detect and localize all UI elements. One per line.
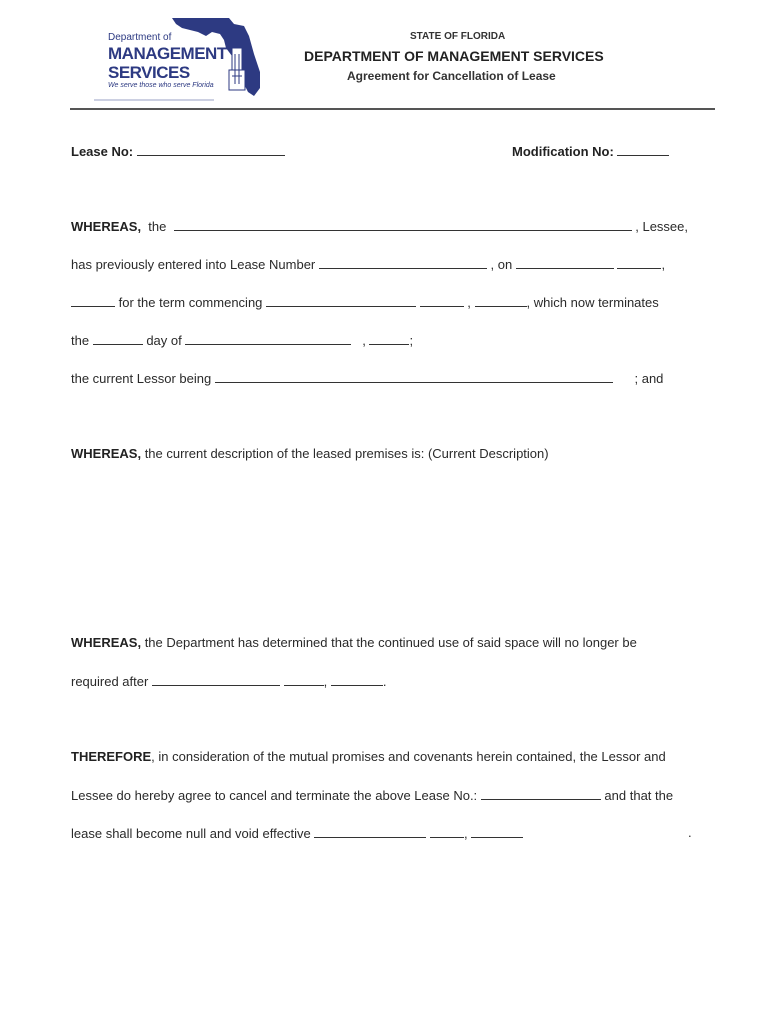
p1-lessee: , Lessee,: [635, 219, 688, 234]
logo-line-1: Department of: [108, 32, 172, 43]
previous-lease-number-field[interactable]: [319, 256, 487, 269]
p4-therefore: THEREFORE: [71, 749, 152, 764]
entered-year-field[interactable]: [617, 256, 661, 269]
terminate-day-field[interactable]: [93, 332, 143, 345]
p3-line-1: [71, 635, 637, 650]
p4-line3-b: ,: [463, 826, 468, 841]
p1-line3-c: , which now terminates: [526, 295, 659, 310]
lease-no-row: [71, 143, 285, 159]
required-after-day-field[interactable]: [284, 673, 324, 686]
logo-line-3: SERVICES: [108, 63, 190, 82]
p4-line-1: [71, 749, 666, 764]
document-subtitle: Agreement for Cancellation of Lease: [347, 69, 556, 83]
modification-no-row: [512, 143, 669, 159]
p1-line3-a: for the term commencing: [118, 295, 263, 310]
p2-whereas: WHEREAS,: [71, 446, 142, 461]
p4-line3-period: .: [688, 825, 692, 840]
required-after-year-field[interactable]: [331, 673, 383, 686]
lease-no-field[interactable]: [137, 143, 285, 156]
p3-line2-b: ,: [323, 674, 328, 689]
commencing-day-field[interactable]: [420, 294, 464, 307]
effective-date-field[interactable]: [314, 825, 426, 838]
p1-line-3: [71, 294, 659, 310]
lessee-name-field[interactable]: [174, 218, 632, 231]
p3-text: the Department has determined that the continued use of said space will no longer be: [144, 635, 637, 650]
p4-line3-a: lease shall become null and void effective: [71, 826, 311, 841]
dms-logo: [94, 14, 264, 106]
p1-line2-c: ,: [661, 257, 666, 272]
p1-line-2: [71, 256, 665, 272]
p1-line-5: [71, 370, 663, 386]
header-divider: [70, 108, 715, 110]
p3-line-2: [71, 673, 386, 689]
p2-text: the current description of the leased premises is: (Current Description): [144, 446, 549, 461]
p1-line4-b: day of: [146, 333, 182, 348]
p3-whereas: WHEREAS,: [71, 635, 142, 650]
p1-line4-d: ;: [409, 333, 414, 348]
p4-line2-a: Lessee do hereby agree to cancel and terminate the above Lease No.:: [71, 788, 478, 803]
logo-line-2: MANAGEMENT: [108, 44, 227, 63]
p2-line-1: [71, 446, 549, 461]
p1-line2-a: has previously entered into Lease Number: [71, 257, 316, 272]
p1-line-4: [71, 332, 413, 348]
effective-day-field[interactable]: [430, 825, 464, 838]
department-heading: DEPARTMENT OF MANAGEMENT SERVICES: [304, 48, 604, 64]
p1-line4-c: ,: [362, 333, 366, 348]
commencing-date-field[interactable]: [266, 294, 416, 307]
logo-tagline: We serve those who serve Florida: [108, 82, 214, 89]
commencing-year-field[interactable]: [475, 294, 527, 307]
state-heading: STATE OF FLORIDA: [410, 31, 506, 42]
current-lessor-field[interactable]: [215, 370, 613, 383]
p3-line2-a: required after: [71, 674, 149, 689]
p1-whereas: WHEREAS,: [71, 219, 142, 234]
required-after-date-field[interactable]: [152, 673, 280, 686]
p1-line2-b: , on: [490, 257, 513, 272]
p1-line4-a: the: [71, 333, 90, 348]
effective-year-field[interactable]: [471, 825, 523, 838]
p1-the: the: [148, 219, 167, 234]
modification-no-label: Modification No:: [512, 144, 614, 159]
p1-line-1: [71, 218, 703, 234]
terminate-month-field[interactable]: [185, 332, 351, 345]
entered-date-field[interactable]: [516, 256, 614, 269]
modification-no-field[interactable]: [617, 143, 669, 156]
p4-line2-b: and that the: [604, 788, 674, 803]
terminate-year-field[interactable]: [369, 332, 409, 345]
p4-line-3: [71, 825, 523, 841]
lease-no-label: Lease No:: [71, 144, 134, 159]
p1-line3-b: ,: [467, 295, 471, 310]
p4-line-2: [71, 787, 673, 803]
p3-line2-c: .: [382, 674, 387, 689]
entered-year-cont-field[interactable]: [71, 294, 115, 307]
p1-line5-b: ; and: [634, 371, 664, 386]
p4-text: , in consideration of the mutual promises and covenants herein contained, the Lessor and: [151, 749, 666, 764]
p1-line5-a: the current Lessor being: [71, 371, 212, 386]
cancel-lease-no-field[interactable]: [481, 787, 601, 800]
